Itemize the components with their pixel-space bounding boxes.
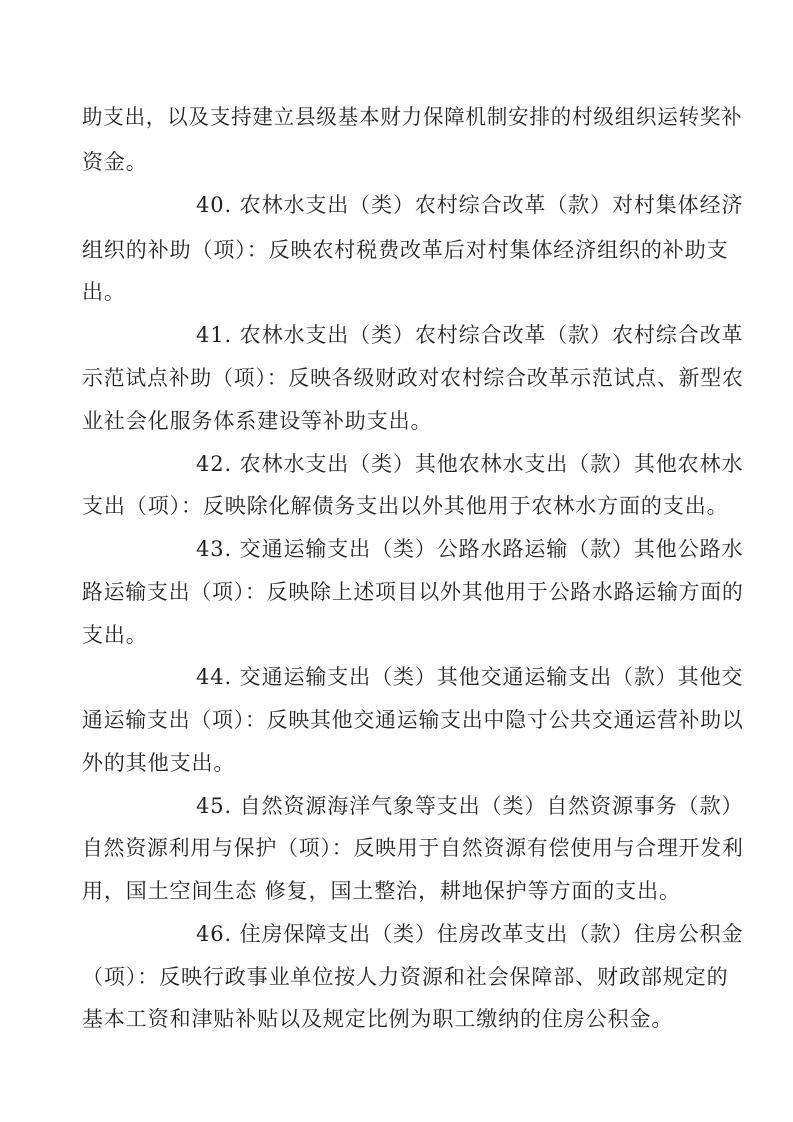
item-43-line-2: 路运输支出（项）：反映除上述项目以外其他用于公路水路运输方面的 — [82, 580, 744, 604]
item-42-line-2: 支出（项）：反映除化解债务支出以外其他用于农林水方面的支出。 — [82, 494, 729, 518]
item-45-line-1: 45. 自然资源海洋气象等支出（类）自然资源事务（款） — [196, 794, 744, 818]
item-44-line-1: 44. 交通运输支出（类）其他交通运输支出（款）其他交 — [196, 665, 744, 689]
paragraph-continuation-line-1: 助支出，以及支持建立县级基本财力保障机制安排的村级组织运转奖补 — [82, 105, 743, 129]
item-44-line-2: 通运输支出（项）：反映其他交通运输支出中隐寸公共交通运营补助以 — [82, 708, 744, 732]
item-40-line-2: 组织的补助（项）：反映农村税费改革后对村集体经济组织的补助支 — [82, 238, 729, 262]
item-45-line-2: 自然资源利用与保护（项）：反映用于自然资源有偿使用与合理开发利 — [82, 836, 744, 860]
item-43-line-1: 43. 交通运输支出（类）公路水路运输（款）其他公路水 — [196, 537, 744, 561]
item-40-line-3: 出。 — [82, 280, 126, 304]
item-43-line-3: 支出。 — [82, 623, 148, 647]
item-45-line-3: 用，国土空间生态 修复，国土整治，耕地保护等方面的支出。 — [82, 879, 681, 903]
item-44-line-3: 外的其他支出。 — [82, 751, 236, 775]
item-42-line-1: 42. 农林水支出（类）其他农林水支出（款）其他农林水 — [196, 452, 744, 476]
item-41-line-3: 业社会化服务体系建设等补助支出。 — [82, 409, 433, 433]
item-46-line-2: （项）：反映行政事业单位按人力资源和社会保障部、财政部规定的 — [82, 965, 729, 989]
item-40-line-1: 40. 农林水支出（类）农村综合改革（款）对村集体经济 — [196, 193, 744, 217]
item-41-line-2: 示范试点补助（项）：反映各级财政对农村综合改革示范试点、新型农 — [82, 366, 744, 390]
item-46-line-1: 46. 住房保障支出（类）住房改革支出（款）住房公积金 — [196, 922, 744, 946]
item-41-line-1: 41. 农林水支出（类）农村综合改革（款）农村综合改革 — [196, 323, 744, 347]
paragraph-continuation-line-2: 资金。 — [82, 150, 148, 174]
item-46-line-3: 基本工资和津贴补贴以及规定比例为职工缴纳的住房公积金。 — [82, 1007, 674, 1031]
